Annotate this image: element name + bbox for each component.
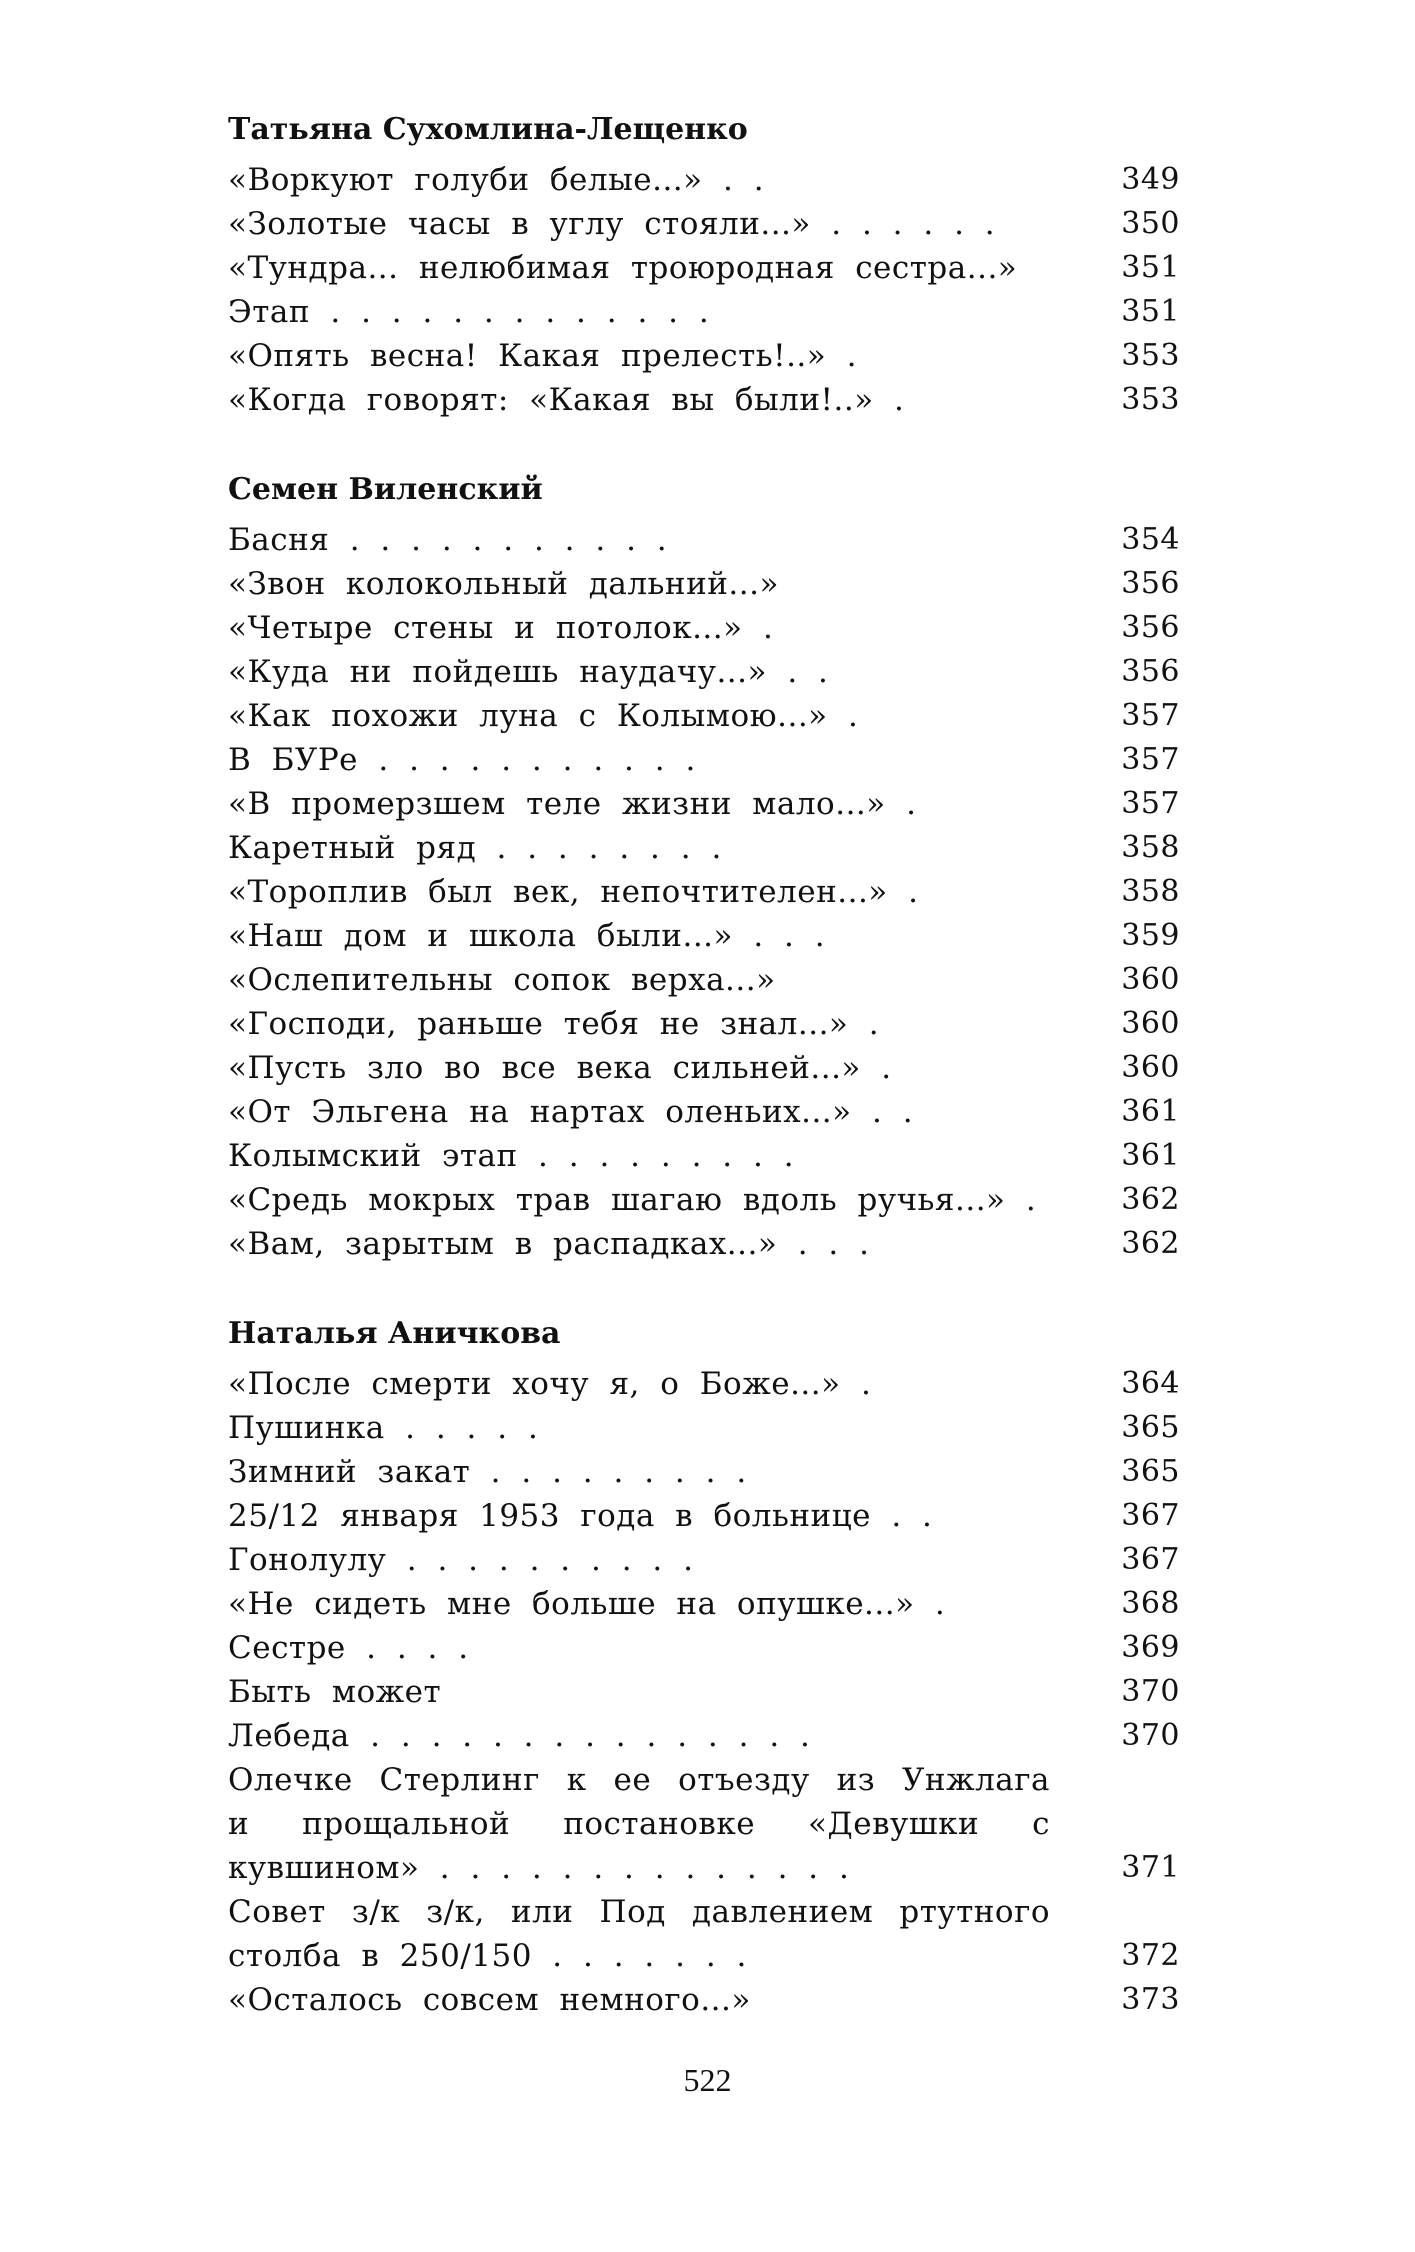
page-number: 522	[683, 2062, 732, 2098]
entry-title: «Не сидеть мне больше на опушке...» .	[228, 1586, 946, 1622]
entry-title: «Наш дом и школа были...» . . .	[228, 918, 826, 954]
entry-title: «Тороплив был век, непочтителен...» .	[228, 874, 919, 910]
toc-entry	[228, 782, 1180, 826]
entry-title: «Пусть зло во все века сильней...» .	[228, 1050, 892, 1086]
entry-page-number: 354	[1121, 522, 1180, 557]
entry-title: «Звон колокольный дальний...»	[228, 566, 779, 602]
entry-page-number: 364	[1121, 1366, 1180, 1401]
toc-entry	[228, 1134, 1180, 1178]
entry-page-number: 361	[1121, 1094, 1180, 1129]
toc-entry	[228, 562, 1180, 606]
toc-entry	[228, 738, 1180, 782]
entry-title: Олечке Стерлинг к ее отъезду из Унжлага и прощальной постановке «Девушки с кувшином» . . . . . . . . . . . . . .	[228, 1762, 1050, 1886]
entry-title: Колымский этап . . . . . . . . .	[228, 1138, 795, 1174]
entry-page-number: 368	[1121, 1586, 1180, 1621]
entry-title: «Ослепительны сопок верха...»	[228, 962, 776, 998]
toc-entry	[228, 1002, 1180, 1046]
toc-entry	[228, 1450, 1180, 1494]
toc-section	[228, 108, 1180, 422]
author-heading: Семен Виленский	[228, 472, 543, 507]
toc-entry	[228, 1222, 1180, 1266]
toc-entry	[228, 334, 1180, 378]
entry-title: «Осталось совсем немного...»	[228, 1982, 751, 2018]
toc-entry	[228, 1978, 1180, 2022]
toc-entry	[228, 518, 1180, 562]
toc-entry	[228, 246, 1180, 290]
toc-entry	[228, 1890, 1180, 1978]
entry-title: «Вам, зарытым в распадках...» . . .	[228, 1226, 870, 1262]
entry-title: «Тундра... нелюбимая троюродная сестра...»	[228, 250, 1018, 286]
toc-entry	[228, 606, 1180, 650]
toc-entry	[228, 694, 1180, 738]
entry-title: «Четыре стены и потолок...» .	[228, 610, 774, 646]
entry-title: Пушинка . . . . .	[228, 1410, 539, 1446]
entry-page-number: 362	[1121, 1182, 1180, 1217]
entry-title: «Золотые часы в углу стояли...» . . . . . .	[228, 206, 996, 242]
entry-title: Быть может	[228, 1674, 442, 1710]
toc-section	[228, 1312, 1180, 2022]
entry-title: Сестре . . . .	[228, 1630, 469, 1666]
entry-page-number: 367	[1121, 1542, 1180, 1577]
entry-page-number: 356	[1121, 654, 1180, 689]
entry-title: Совет з/к з/к, или Под давлением ртутного столба в 250/150 . . . . . . .	[228, 1894, 1050, 1974]
toc-entry	[228, 650, 1180, 694]
entry-page-number: 351	[1121, 294, 1180, 329]
entry-page-number: 358	[1121, 830, 1180, 865]
entry-title: 25/12 января 1953 года в больнице . .	[228, 1498, 933, 1534]
entry-title: Гонолулу . . . . . . . . . .	[228, 1542, 694, 1578]
toc-entry	[228, 1670, 1180, 1714]
toc-entry	[228, 1494, 1180, 1538]
entry-title: «Средь мокрых трав шагаю вдоль ручья...» .	[228, 1182, 1037, 1218]
table-of-contents	[228, 108, 1180, 2068]
entry-page-number: 350	[1121, 206, 1180, 241]
toc-entry	[228, 1714, 1180, 1758]
entry-page-number: 367	[1121, 1498, 1180, 1533]
toc-entry	[228, 1362, 1180, 1406]
toc-entry	[228, 290, 1180, 334]
entry-page-number: 370	[1121, 1718, 1180, 1753]
toc-entry	[228, 1090, 1180, 1134]
entry-page-number: 361	[1121, 1138, 1180, 1173]
toc-entry	[228, 1046, 1180, 1090]
toc-entry	[228, 1758, 1180, 1890]
author-heading: Татьяна Сухомлина-Лещенко	[228, 112, 748, 147]
entry-page-number: 357	[1121, 786, 1180, 821]
entry-page-number: 372	[1121, 1938, 1180, 1973]
entry-title: «От Эльгена на нартах оленьих...» . .	[228, 1094, 914, 1130]
entry-page-number: 357	[1121, 698, 1180, 733]
entry-page-number: 362	[1121, 1226, 1180, 1261]
entry-title: Зимний закат . . . . . . . . .	[228, 1454, 747, 1490]
entry-page-number: 373	[1121, 1982, 1180, 2017]
toc-entry	[228, 158, 1180, 202]
entry-page-number: 359	[1121, 918, 1180, 953]
toc-entry	[228, 202, 1180, 246]
entry-page-number: 369	[1121, 1630, 1180, 1665]
toc-entry	[228, 1406, 1180, 1450]
entry-title: «Господи, раньше тебя не знал...» .	[228, 1006, 880, 1042]
toc-section	[228, 468, 1180, 1266]
author-heading: Наталья Аничкова	[228, 1316, 561, 1351]
entry-page-number: 357	[1121, 742, 1180, 777]
entry-title: «После смерти хочу я, о Боже...» .	[228, 1366, 872, 1402]
entry-page-number: 365	[1121, 1410, 1180, 1445]
entry-page-number: 356	[1121, 610, 1180, 645]
toc-entry	[228, 1626, 1180, 1670]
toc-entry	[228, 1178, 1180, 1222]
entry-page-number: 365	[1121, 1454, 1180, 1489]
entry-title: «Как похожи луна с Колымою...» .	[228, 698, 859, 734]
entry-title: «Опять весна! Какая прелесть!..» .	[228, 338, 857, 374]
toc-entry	[228, 378, 1180, 422]
entry-page-number: 360	[1121, 962, 1180, 997]
entry-page-number: 360	[1121, 1050, 1180, 1085]
entry-page-number: 370	[1121, 1674, 1180, 1709]
entry-title: Басня . . . . . . . . . . .	[228, 522, 668, 558]
entry-title: «В промерзшем теле жизни мало...» .	[228, 786, 917, 822]
entry-title: В БУРе . . . . . . . . . . .	[228, 742, 696, 778]
entry-page-number: 358	[1121, 874, 1180, 909]
entry-page-number: 351	[1121, 250, 1180, 285]
entry-title: Каретный ряд . . . . . . . .	[228, 830, 722, 866]
entry-title: Лебеда . . . . . . . . . . . . . . .	[228, 1718, 811, 1754]
entry-page-number: 353	[1121, 382, 1180, 417]
toc-entry	[228, 958, 1180, 1002]
entry-title: «Куда ни пойдешь наудачу...» . .	[228, 654, 829, 690]
entry-title: «Когда говорят: «Какая вы были!..» .	[228, 382, 905, 418]
toc-entry	[228, 826, 1180, 870]
toc-entry	[228, 1538, 1180, 1582]
entry-page-number: 349	[1121, 162, 1180, 197]
entry-page-number: 353	[1121, 338, 1180, 373]
entry-title: «Воркуют голуби белые...» . .	[228, 162, 765, 198]
toc-entry	[228, 1582, 1180, 1626]
entry-page-number: 356	[1121, 566, 1180, 601]
entry-page-number: 360	[1121, 1006, 1180, 1041]
entry-title: Этап . . . . . . . . . . . . .	[228, 294, 710, 330]
entry-page-number: 371	[1121, 1850, 1180, 1885]
toc-entry	[228, 870, 1180, 914]
toc-entry	[228, 914, 1180, 958]
